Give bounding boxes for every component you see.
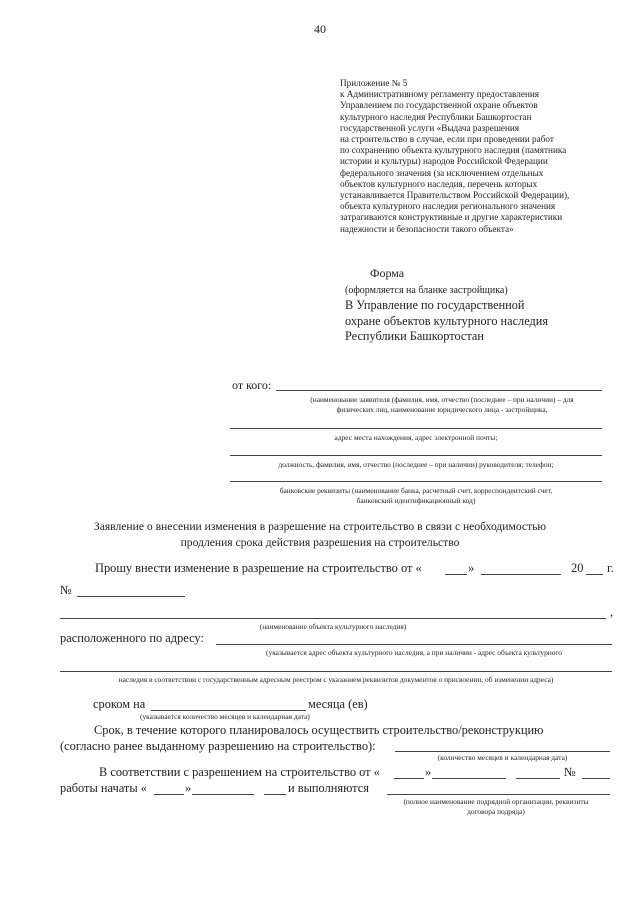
applicant-hint-2: физических лиц, наименование юридического лица - застройщика, bbox=[336, 405, 548, 414]
bank-hint-1: банковские реквизиты (наименование банка, расчетный счет, корреспондентский счет, bbox=[279, 486, 553, 495]
from-label: от кого: bbox=[232, 378, 272, 392]
permit-number-line[interactable] bbox=[77, 596, 185, 597]
page-number: 40 bbox=[314, 22, 326, 36]
request-year-line[interactable] bbox=[586, 574, 603, 575]
applicant-hint-1: (наименование заявителя (фамилия, имя, отчество (последнее – при наличии) – для bbox=[310, 395, 574, 404]
statement-title bbox=[20, 519, 620, 550]
request-month-line[interactable] bbox=[481, 574, 561, 575]
planned-hint: (количество месяцев и календарная дата) bbox=[437, 753, 568, 762]
appendix-line: устанавливается Правительством Российской Федерации), bbox=[340, 190, 570, 201]
address-line[interactable] bbox=[230, 428, 602, 429]
object-address-line-2[interactable] bbox=[60, 671, 612, 672]
manager-hint: должность, фамилия, имя, отчество (последнее – при наличии) руководителя; телефон; bbox=[278, 460, 554, 469]
works-year-line[interactable] bbox=[264, 794, 286, 795]
accordance-day-line[interactable] bbox=[394, 778, 424, 779]
accordance-year-line[interactable] bbox=[516, 778, 560, 779]
addressee-line: охране объектов культурного наследия bbox=[345, 313, 548, 328]
request-quote-close: » bbox=[468, 561, 475, 575]
appendix-line: Управлением по государственной охране объектов bbox=[340, 100, 538, 111]
accordance-number-line[interactable] bbox=[582, 778, 610, 779]
appendix-line: культурного наследия Республики Башкортостан bbox=[340, 111, 532, 122]
bank-hint-2: банковский идентификационный код) bbox=[356, 496, 476, 505]
works-day-line[interactable] bbox=[154, 794, 184, 795]
object-address-line[interactable] bbox=[216, 644, 612, 645]
statement-title-line-2: продления срока действия разрешения на строительство bbox=[180, 535, 460, 549]
appendix-line: на строительство в случае, если при проведении работ bbox=[340, 134, 554, 145]
accordance-text: В соответствии с разрешением на строительство от « bbox=[99, 765, 380, 779]
appendix-line: Приложение № 5 bbox=[340, 78, 408, 88]
applicant-name-line[interactable] bbox=[276, 390, 602, 391]
address-hint-1: (указывается адрес объекта культурного наследия, а при наличии - адрес объекта культурного bbox=[266, 648, 562, 657]
planned-term-line[interactable] bbox=[395, 751, 610, 752]
appendix-header bbox=[340, 78, 625, 235]
appendix-line: по сохранению объекта культурного наследия (памятника bbox=[340, 145, 567, 156]
planned-text-1: Срок, в течение которого планировалось осуществить строительство/реконструкцию bbox=[94, 723, 544, 737]
works-text: работы начаты « bbox=[60, 781, 147, 795]
term-label: сроком на bbox=[93, 697, 146, 711]
request-day-line[interactable] bbox=[445, 574, 467, 575]
planned-text-2: (согласно ранее выданному разрешению на строительство): bbox=[60, 739, 376, 753]
accordance-number-sign: № bbox=[564, 765, 576, 779]
address-hint: адрес места нахождения, адрес электронной почты; bbox=[334, 433, 498, 442]
works-end-text: и выполняются bbox=[288, 781, 369, 795]
manager-line[interactable] bbox=[230, 455, 602, 456]
form-title: Форма bbox=[370, 266, 405, 280]
appendix-line: надежности и безопасности такого объекта» bbox=[340, 223, 514, 234]
request-text: Прошу внести изменение в разрешение на строительство от « bbox=[95, 561, 422, 575]
statement-title-line-1: Заявление о внесении изменения в разрешение на строительство в связи с необходимостью bbox=[93, 520, 547, 533]
addressee-line: Республики Башкортостан bbox=[345, 329, 484, 343]
form-note: (оформляется на бланке застройщика) bbox=[345, 285, 508, 296]
appendix-line: объекта культурного наследия регионального значения bbox=[340, 201, 556, 212]
contractor-line[interactable] bbox=[387, 794, 610, 795]
works-quote-close: » bbox=[185, 781, 192, 795]
object-name-line[interactable] bbox=[60, 618, 606, 619]
accordance-quote-close: » bbox=[425, 765, 432, 779]
addressee-line: В Управление по государственной bbox=[345, 298, 525, 312]
appendix-line: истории и культуры) народов Российской Федерации bbox=[340, 156, 548, 167]
term-hint: (указывается количество месяцев и календарная дата) bbox=[140, 712, 310, 721]
contractor-hint-1: (полное наименование подрядной организации, реквизиты bbox=[403, 797, 589, 806]
term-line[interactable] bbox=[151, 710, 306, 711]
appendix-line: объектов культурного наследия, перечень которых bbox=[340, 178, 538, 189]
appendix-line: к Административному регламенту предоставления bbox=[340, 89, 539, 100]
bank-line[interactable] bbox=[230, 481, 602, 482]
term-suffix: месяца (ев) bbox=[308, 697, 368, 711]
object-hint: (наименование объекта культурного наследия) bbox=[259, 622, 407, 631]
object-comma: , bbox=[610, 605, 614, 619]
address-hint-2: наследия в соответствии с государственным адресным реестром с указанием реквизитов документов о присвоении, об изменении адреса) bbox=[118, 675, 554, 684]
contractor-hint-2: договора подряда) bbox=[467, 807, 525, 816]
accordance-month-line[interactable] bbox=[432, 778, 506, 779]
located-label: расположенного по адресу: bbox=[60, 631, 204, 645]
works-month-line[interactable] bbox=[192, 794, 254, 795]
appendix-line: государственной услуги «Выдача разрешения bbox=[340, 122, 520, 133]
addressee-block bbox=[345, 298, 548, 345]
appendix-line: затрагиваются конструктивные и другие характеристики bbox=[340, 212, 563, 223]
number-sign: № bbox=[60, 583, 72, 597]
request-year-prefix: 20 bbox=[571, 561, 584, 575]
appendix-line: федерального значения (за исключением отдельных bbox=[340, 167, 544, 178]
request-year-suffix: г. bbox=[607, 561, 614, 575]
